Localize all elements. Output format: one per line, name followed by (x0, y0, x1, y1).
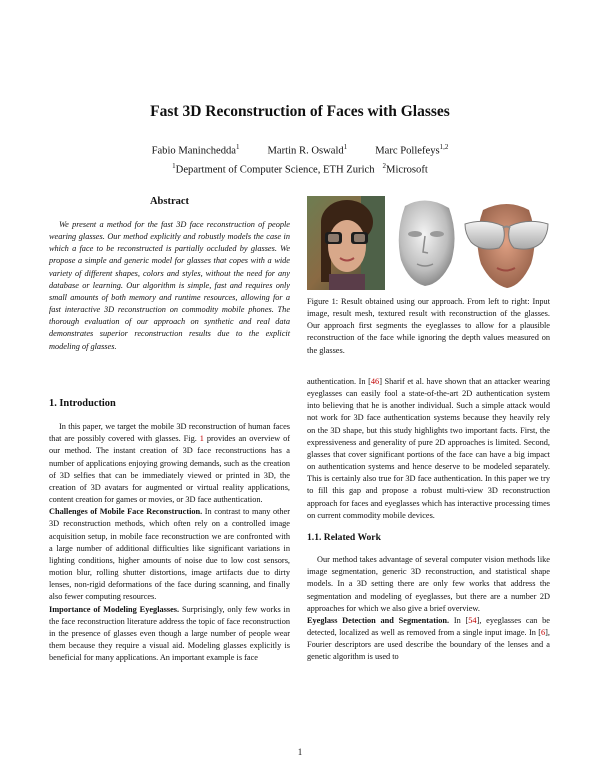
page-number: 1 (297, 747, 303, 757)
textured-result-with-glasses-image (463, 196, 550, 290)
author-1: Fabio Maninchedda$^1$ (151, 143, 240, 157)
author-block (0, 140, 600, 177)
fig-ref-link[interactable]: 1 (199, 434, 204, 444)
introduction-section (49, 398, 290, 664)
intro-paragraph-2: Challenges of Mobile Face Reconstruction. In contrast to many other 3D reconstruction methods, which often rely on a controlled image acquisition setup, in mobile face reconstruction we are confronted with a large number of additional difficulties like significant variations in lighting conditions, higher amounts of noise due to low cost sensors, motion blur, rolling shutter distortions, image artifacts due to dirty lenses, non-rigid deformations of the face during scanning, and finally also fewer computing resources. (49, 507, 290, 602)
right-column-body (307, 376, 550, 663)
paper-title: Fast 3D Reconstruction of Faces with Glasses (150, 103, 450, 120)
author-2: Martin R. Oswald$^1$ (267, 143, 348, 157)
authentication-paragraph: authentication. In [46] Sharif et al. have shown that an attacker wearing eyeglasses can easily fool a state-of-the-art 2D authentication system into believing that he is another individual. Such a simple attack would not work for 3D face authentication systems because they heavily rely on the 3D shape, but this study highlights two important facts. First, the expressiveness and generality of pure 2D approaches is limited. Second, glasses that cover significant portions of the face can have a big impact on authentication systems and hence deserve to be modeled separately. This is certainly also true for 3D face authentication. In this paper we try to fill this gap and propose a robust multi-view 3D reconstruction approach for faces and eyeglasses which has interactive processing times on current commodity mobile devices. (307, 377, 550, 520)
result-mesh-image (391, 196, 461, 290)
input-photo-image (307, 196, 385, 290)
figure-1 (307, 196, 550, 290)
caption-text: Figure 1: Result obtained using our approach. From left to right: Input image, result mesh, textured result with reconstruction of the glasses. Our approach first segments the eyeglasses to allow for a plausible reconstruction of the face while ignoring the depth values measured on the glasses. (307, 297, 550, 355)
abstract-text: We present a method for the fast 3D face reconstruction of people wearing glasses. Our method explicitly and robustly models the case in which a face to be reconstructed is partially occluded by glasses. We propose a simple and generic model for glasses that copes with a wide variety of different shapes, colors and styles, without the need for any database or learning. Our algorithm is simple, fast and requires only small amounts of both memory and runtime resources, allowing for a fast interactive 3D reconstruction on commodity mobile phones. The thorough evaluation of our approach on synthetic and real data demonstrates superior reconstruction results due to the explicit modeling of glasses. (49, 220, 290, 351)
affiliations (0, 159, 600, 178)
figure-1-caption (307, 296, 550, 357)
abstract-heading: Abstract (149, 196, 190, 207)
citation-46-link[interactable]: 46 (370, 377, 380, 386)
intro-heading: 1. Introduction (49, 398, 116, 409)
author-3: Marc Pollefeys$^{1,2}$ (375, 143, 449, 157)
citation-54-link[interactable]: 54 (468, 615, 477, 625)
citation-6-link[interactable]: 6 (541, 627, 546, 637)
intro-paragraph-1: In this paper, we target the mobile 3D reconstruction of human faces that are possibly covered with glasses. Fig. 1 provides an overview of our method. The instant creation of 3D face reconstructions has a number of applications enjoying growing demands, such as the creation of 3D selfies that can be immediately viewed or printed in 3D, the creation of 3D avatars for augmented or virtual reality applications, content creation for games or movies, or 3D face authentication. (49, 422, 290, 505)
author-names (0, 140, 600, 159)
affiliation-1: $^1$Department of Computer Science, ETH Zurich (172, 161, 375, 176)
eyeglass-detection-paragraph: Eyeglass Detection and Segmentation. In [54], eyeglasses can be detected, localized as well as removed from a single input image. In [6], Fourier descriptors are used describe the boundary of the lenses and a genetic algorithm is used to (307, 615, 550, 662)
related-work-paragraph: Our method takes advantage of several computer vision methods like image segmentation, generic 3D reconstruction, and statistical shape models. In a 3D setting there are only few works that address the segmentation and modeling of eyeglasses, but there are a number 2D approaches for which we also give a brief overview. (307, 555, 550, 613)
affiliation-2: $^2$Microsoft (382, 161, 428, 176)
intro-paragraph-3: Importance of Modeling Eyeglasses. Surprisingly, only few works in the face reconstruction literature address the topic of face reconstruction in the presence of glasses even though a large number of people wear them because they require a visual aid. Modeling glasses explicitly is beneficial for many applications. An important example is face (49, 604, 291, 663)
abstract-body (49, 219, 290, 353)
related-work-heading: 1.1. Related Work (307, 531, 381, 543)
